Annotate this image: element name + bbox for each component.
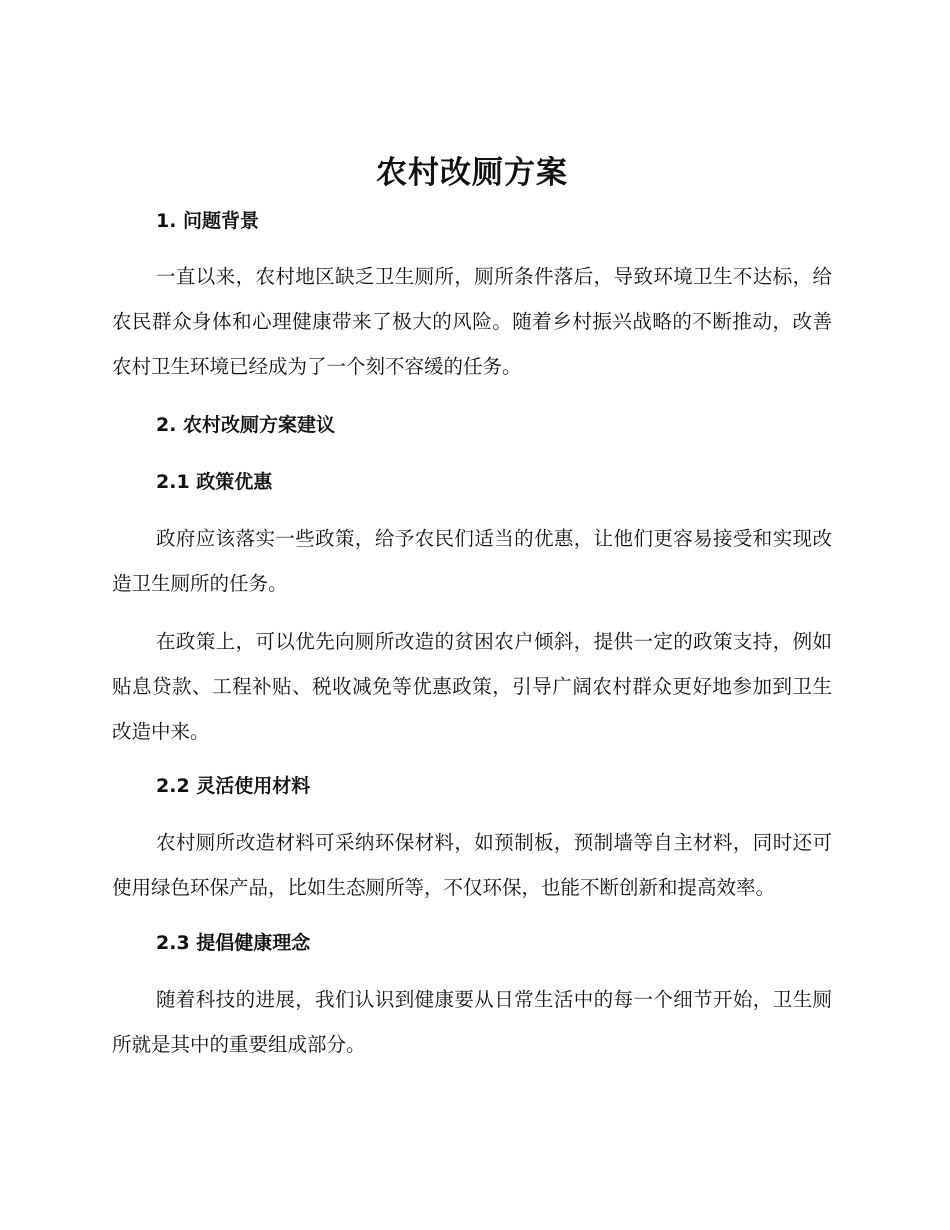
- section-heading-background: 1. 问题背景: [156, 210, 260, 232]
- paragraph-health: 随着科技的进展，我们认识到健康要从日常生活中的每一个细节开始，卫生厕所就是其中的重要组成部分。: [112, 988, 832, 1056]
- paragraph-policy-2: 在政策上，可以优先向厕所改造的贫困农户倾斜，提供一定的政策支持，例如贴息贷款、工程补贴、税收减免等优惠政策，引导广阔农村群众更好地参加到卫生改造中来。: [112, 630, 832, 743]
- subsection-heading-health: 2.3 提倡健康理念: [156, 932, 311, 954]
- paragraph-policy-1: 政府应该落实一些政策，给予农民们适当的优惠，让他们更容易接受和实现改造卫生厕所的任务。: [112, 527, 832, 595]
- document-page: [112, 150, 832, 1067]
- subsection-heading-policy: 2.1 政策优惠: [156, 471, 273, 493]
- paragraph-materials: 农村厕所改造材料可采纳环保材料，如预制板，预制墙等自主材料，同时还可使用绿色环保产品，比如生态厕所等，不仅环保，也能不断创新和提高效率。: [112, 831, 832, 899]
- section-heading-proposal: 2. 农村改厕方案建议: [156, 414, 336, 436]
- subsection-heading-materials: 2.2 灵活使用材料: [156, 775, 311, 797]
- document-title: 农村改厕方案: [376, 155, 568, 191]
- paragraph-background: 一直以来，农村地区缺乏卫生厕所，厕所条件落后，导致环境卫生不达标，给农民群众身体和心理健康带来了极大的风险。随着乡村振兴战略的不断推动，改善农村卫生环境已经成为了一个刻不容缓的任务。: [112, 265, 832, 378]
